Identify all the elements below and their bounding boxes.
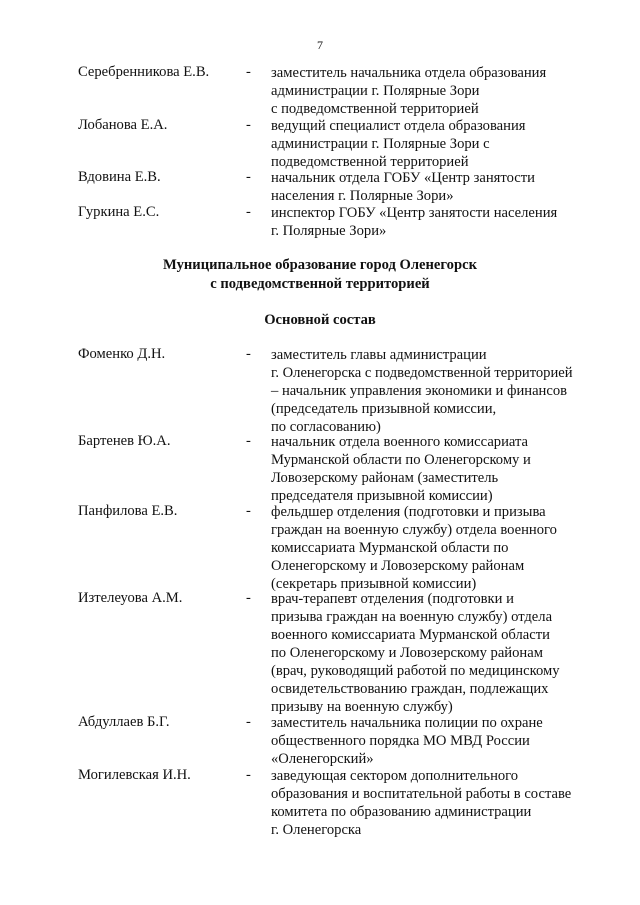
member-position: заместитель начальника полиции по охране общественного порядка МО МВД России «Оленегорский» <box>271 715 543 767</box>
dash-separator: - <box>246 714 251 730</box>
member-name: Панфилова Е.В. <box>78 503 178 519</box>
member-position: врач-терапевт отделения (подготовки и призыва граждан на военную службу) отдела военного комиссариата Мурманской области по Оленегорскому и Ловозерскому районам (врач, руководящий работой по медицинскому освидетельствованию граждан, подлежащих призыву на военную службу) <box>271 591 560 715</box>
municipality-heading: Муниципальное образование город Оленегорск с подведомственной территорией <box>163 257 477 292</box>
dash-separator: - <box>246 433 251 449</box>
member-position: ведущий специалист отдела образования администрации г. Полярные Зори с подведомственной территорией <box>271 118 526 170</box>
member-position: заместитель главы администрации г. Оленегорска с подведомственной территорией – начальник управления экономики и финансов (председатель призывной комиссии, по согласованию) <box>271 347 573 435</box>
member-name: Вдовина Е.В. <box>78 169 161 185</box>
member-name: Лобанова Е.А. <box>78 117 168 133</box>
dash-separator: - <box>246 64 251 80</box>
member-position: заведующая сектором дополнительного образования и воспитательной работы в составе комитета по образованию администрации г. Оленегорска <box>271 768 572 838</box>
member-position: заместитель начальника отдела образования администрации г. Полярные Зори с подведомственной территорией <box>271 65 547 117</box>
member-name: Могилевская И.Н. <box>78 767 191 783</box>
member-position: инспектор ГОБУ «Центр занятости населения г. Полярные Зори» <box>271 205 558 239</box>
member-position: начальник отдела военного комиссариата Мурманской области по Оленегорскому и Ловозерскому районам (заместитель председателя призывной комиссии) <box>271 434 531 504</box>
member-name: Серебренникова Е.В. <box>78 64 210 80</box>
dash-separator: - <box>246 204 251 220</box>
dash-separator: - <box>246 590 251 606</box>
member-name: Фоменко Д.Н. <box>78 346 166 362</box>
dash-separator: - <box>246 767 251 783</box>
page-number: 7 <box>317 38 323 52</box>
dash-separator: - <box>246 503 251 519</box>
dash-separator: - <box>246 346 251 362</box>
member-name: Абдуллаев Б.Г. <box>78 714 170 730</box>
member-position: фельдшер отделения (подготовки и призыва граждан на военную службу) отдела военного комиссариата Мурманской области по Оленегорскому и Ловозерскому районам (секретарь призывной комиссии) <box>271 504 557 592</box>
member-position: начальник отдела ГОБУ «Центр занятости населения г. Полярные Зори» <box>271 170 535 204</box>
dash-separator: - <box>246 117 251 133</box>
section-subtitle: Основной состав <box>264 312 376 328</box>
member-name: Гуркина Е.С. <box>78 204 160 220</box>
member-name: Изтелеуова А.М. <box>78 590 183 606</box>
dash-separator: - <box>246 169 251 185</box>
member-name: Бартенев Ю.А. <box>78 433 171 449</box>
